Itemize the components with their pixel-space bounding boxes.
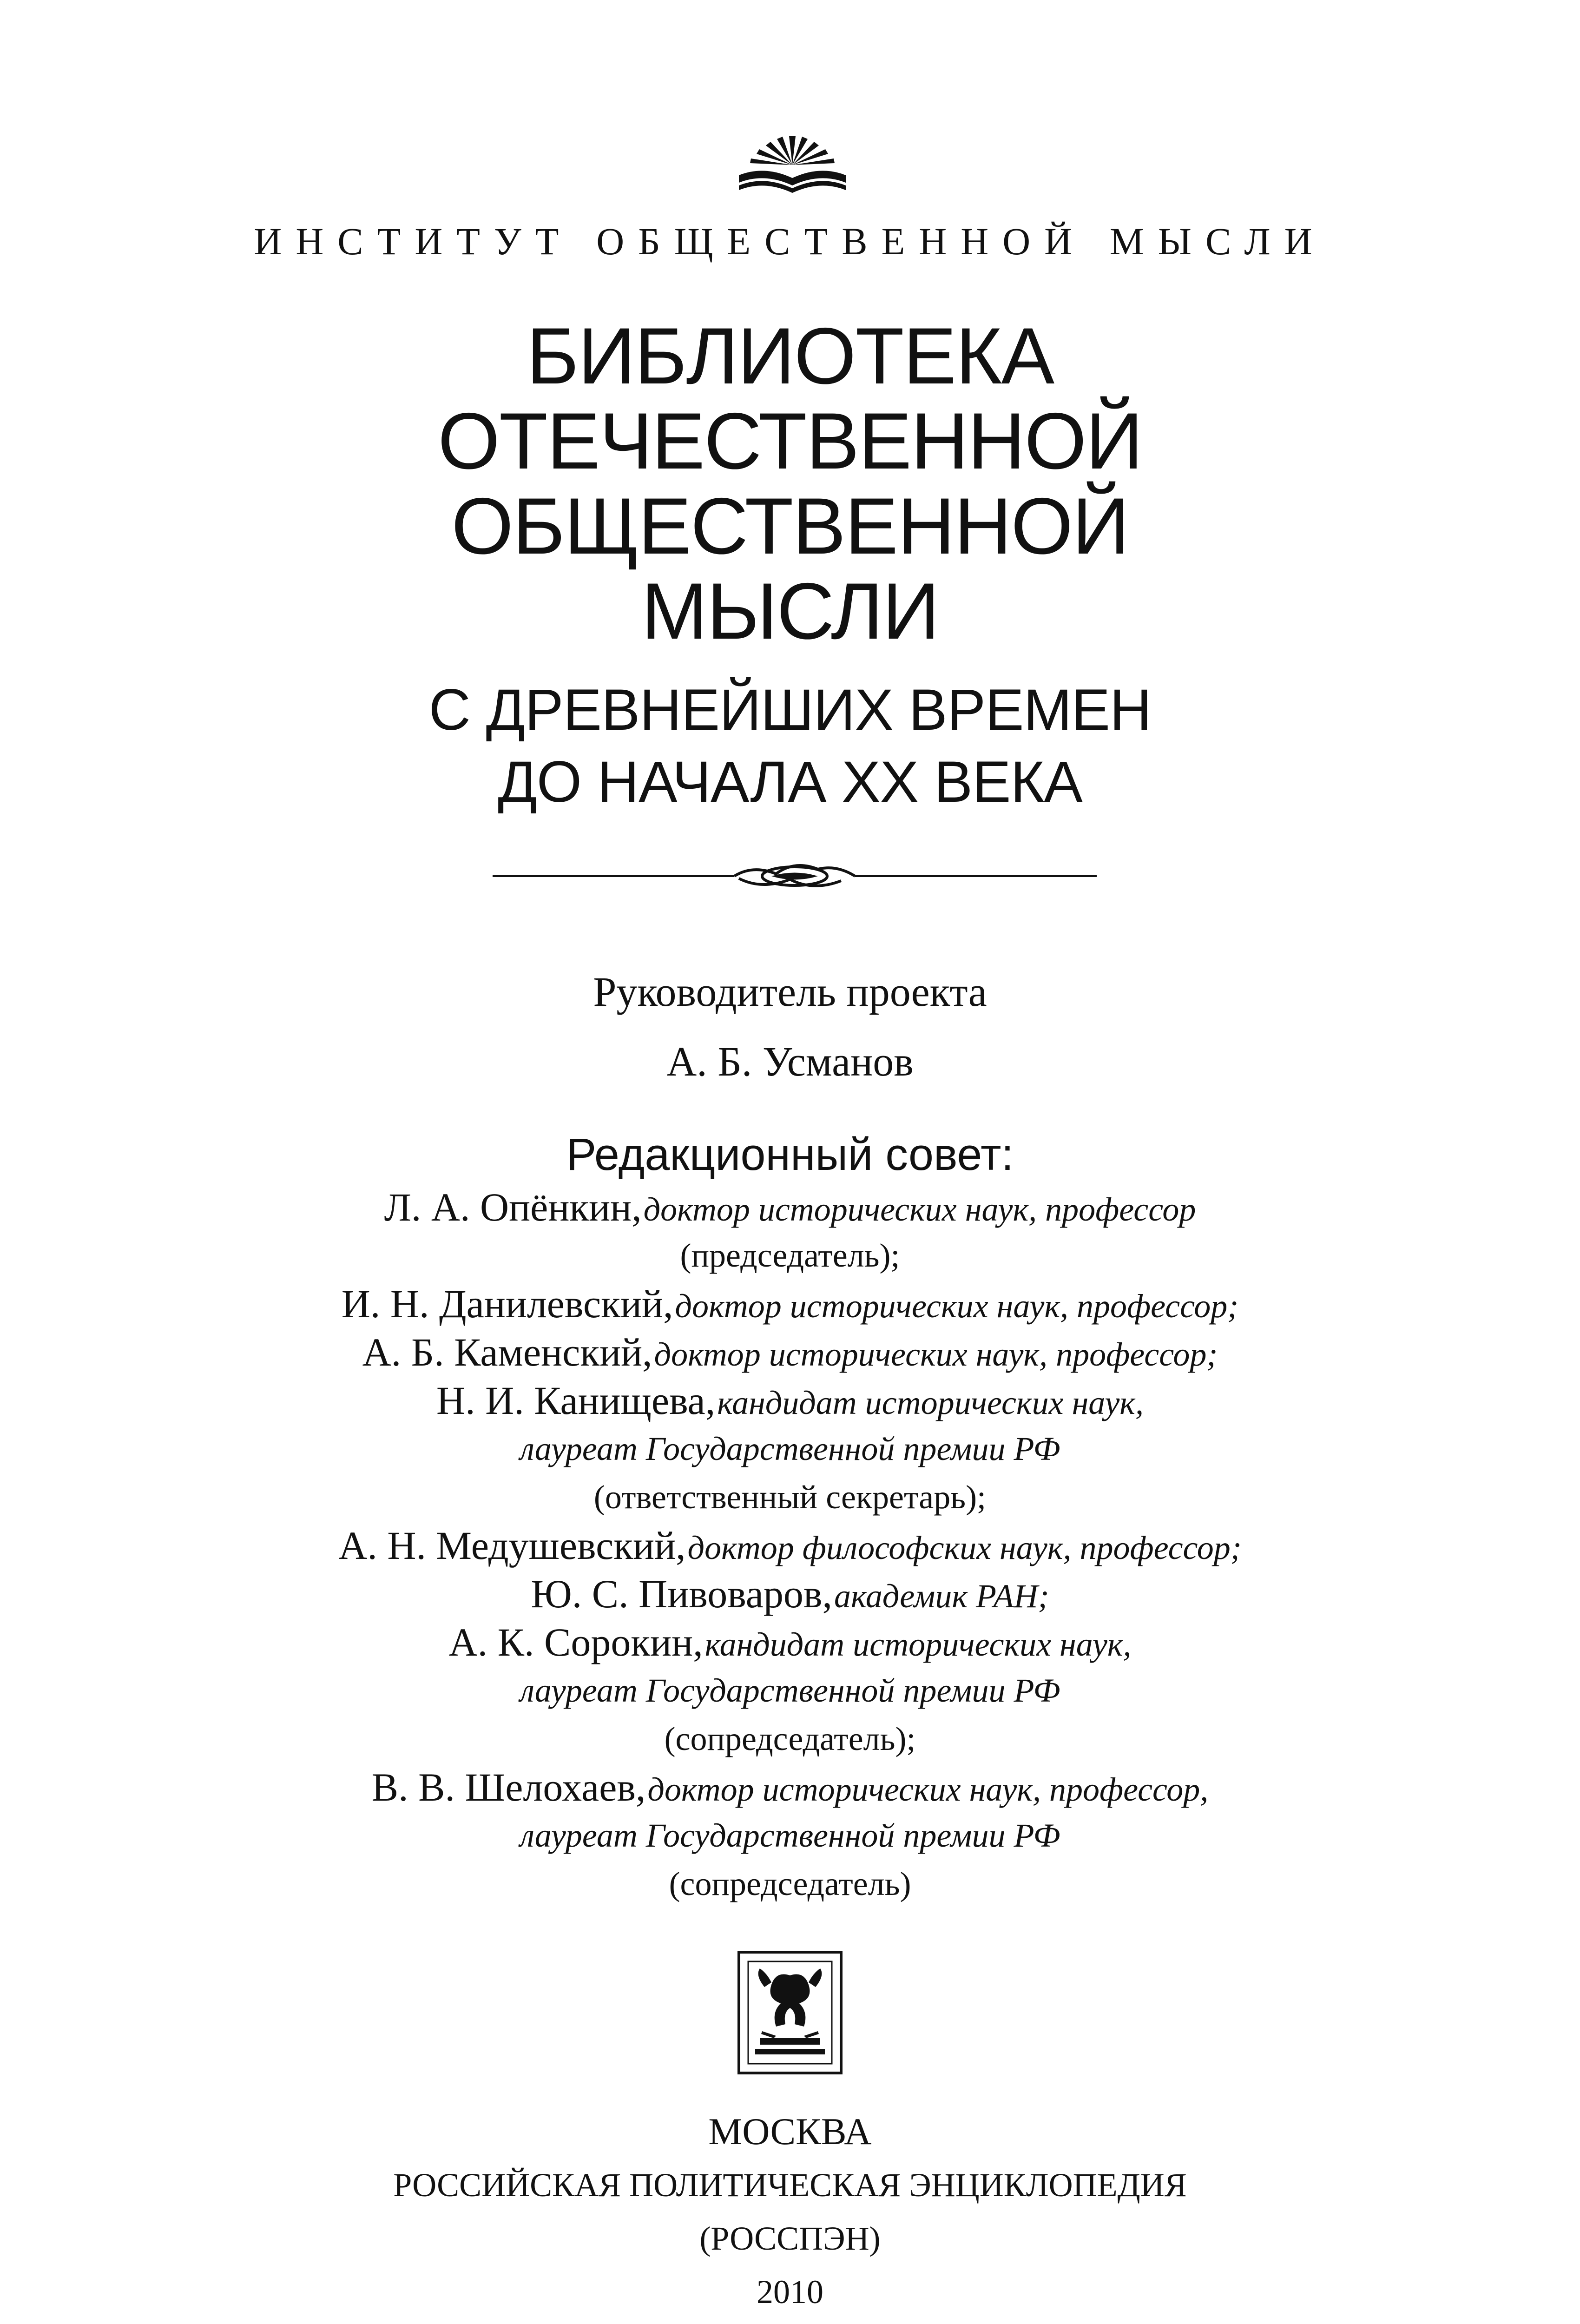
book-with-rays-icon <box>730 132 855 198</box>
imprint-year: 2010 <box>757 2273 823 2311</box>
board-member-name: Л. А. Опёнкин, <box>384 1185 642 1229</box>
board-member-award: лауреат Государственной премии РФ <box>520 1817 1060 1854</box>
board-member-line <box>0 1328 1580 1376</box>
series-title-line: БИБЛИОТЕКА <box>526 311 1054 401</box>
board-member-name: А. Б. Каменский, <box>362 1330 652 1374</box>
project-leader-name: А. Б. Усманов <box>666 1039 914 1085</box>
board-member-degree: доктор исторических наук, профессор; <box>654 1336 1218 1373</box>
board-member-name: А. К. Сорокин, <box>448 1620 703 1664</box>
board-member-line <box>0 1618 1580 1666</box>
board-member-line <box>0 1280 1580 1328</box>
board-member-degree: доктор исторических наук, профессор <box>643 1191 1196 1228</box>
flourish-divider-icon <box>493 855 1097 897</box>
griffin-emblem-icon <box>720 1943 860 2082</box>
series-subtitle-line: С ДРЕВНЕЙШИХ ВРЕМЕН <box>428 678 1152 742</box>
board-member-award: лауреат Государственной премии РФ <box>520 1430 1060 1467</box>
board-member-role: (сопредседатель); <box>664 1720 916 1757</box>
board-member-name: Ю. С. Пивоваров, <box>531 1571 833 1616</box>
board-member-degree: академик РАН; <box>834 1578 1049 1615</box>
board-member-name: В. В. Шелохаев, <box>371 1765 646 1809</box>
series-title <box>0 311 1580 656</box>
board-member-line <box>0 1763 1580 1811</box>
board-member-degree: доктор философских наук, профессор; <box>687 1529 1242 1566</box>
editorial-board-heading: Редакционный совет: <box>566 1129 1014 1180</box>
board-member-role: (председатель); <box>680 1237 900 1274</box>
board-member-degree: кандидат исторических наук, <box>704 1626 1132 1663</box>
board-member-degree: кандидат исторических наук, <box>717 1384 1144 1421</box>
imprint-city: МОСКВА <box>708 2110 872 2152</box>
board-member-degree: доктор исторических наук, профессор, <box>647 1771 1209 1808</box>
board-member-name: Н. И. Канищева, <box>436 1378 716 1423</box>
board-member-role: (сопредседатель) <box>669 1865 911 1902</box>
project-leader-role: Руководитель проекта <box>593 969 987 1015</box>
imprint-publisher: РОССИЙСКАЯ ПОЛИТИЧЕСКАЯ ЭНЦИКЛОПЕДИЯ <box>393 2166 1187 2204</box>
board-member-line <box>0 1570 1580 1618</box>
series-title-line: ОБЩЕСТВЕННОЙ <box>451 482 1129 571</box>
series-title-line: ОТЕЧЕСТВЕННОЙ <box>438 396 1142 486</box>
series-subtitle <box>0 674 1580 818</box>
board-member-name: А. Н. Медушевский, <box>338 1523 686 1568</box>
board-member-line <box>0 1521 1580 1570</box>
institute-name: ИНСТИТУТ ОБЩЕСТВЕННОЙ МЫСЛИ <box>254 220 1326 263</box>
board-member-line <box>0 1183 1580 1231</box>
board-member-role: (ответственный секретарь); <box>593 1479 987 1516</box>
board-member-line <box>0 1376 1580 1425</box>
editorial-board-list <box>0 1183 1580 1908</box>
board-member-name: И. Н. Данилевский, <box>341 1281 673 1326</box>
board-member-degree: доктор исторических наук, профессор; <box>675 1287 1239 1325</box>
series-subtitle-line: ДО НАЧАЛА XX ВЕКА <box>498 750 1082 814</box>
board-member-award: лауреат Государственной премии РФ <box>520 1672 1060 1709</box>
series-title-line: МЫСЛИ <box>641 567 939 656</box>
imprint-publisher-abbr: (РОССПЭН) <box>699 2220 881 2257</box>
